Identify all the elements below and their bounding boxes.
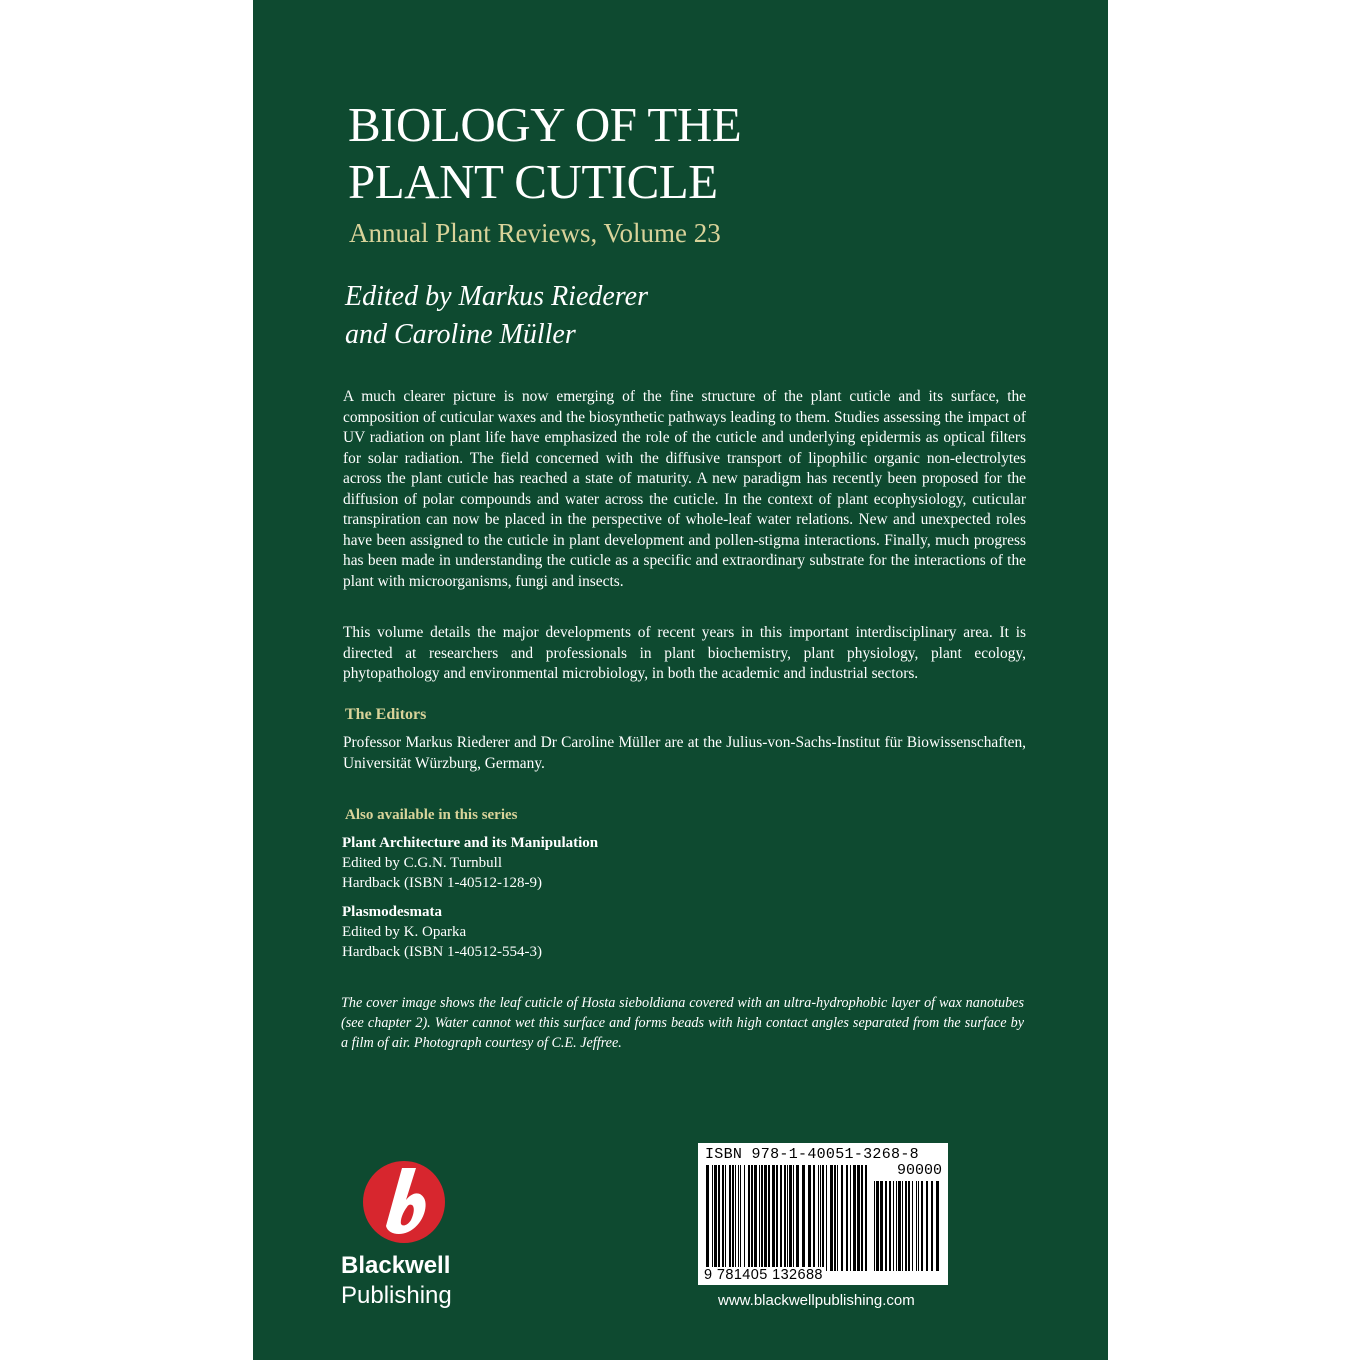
isbn-barcode — [698, 1143, 948, 1285]
publisher-name: Blackwell — [341, 1252, 451, 1279]
series-book-item — [342, 833, 598, 893]
barcode-bar — [759, 1165, 760, 1271]
barcode-bar — [936, 1181, 939, 1271]
barcode-bar — [902, 1181, 903, 1271]
editors-heading: The Editors — [345, 706, 427, 723]
barcode-bar — [796, 1165, 799, 1271]
publisher-logo — [337, 1160, 461, 1320]
barcode-bar — [748, 1165, 750, 1271]
barcode-bar — [918, 1181, 919, 1271]
barcode-bar — [808, 1165, 811, 1271]
barcode-bar — [818, 1165, 819, 1271]
barcode-bar — [834, 1165, 836, 1271]
barcode-bar — [780, 1165, 782, 1271]
barcode-bar — [926, 1181, 928, 1271]
barcode-bar — [885, 1181, 887, 1271]
barcode-bar — [822, 1165, 824, 1271]
barcode-bar — [876, 1181, 879, 1271]
addon-barcode-bars — [874, 1181, 940, 1271]
barcode-bar — [826, 1165, 827, 1271]
barcode-bar — [880, 1181, 883, 1271]
series-book-format: Hardback (ISBN 1-40512-554-3) — [342, 944, 542, 960]
barcode-bar — [718, 1165, 720, 1271]
blackwell-b-logo-icon — [362, 1160, 446, 1244]
barcode-bar — [813, 1165, 815, 1271]
description-paragraph-2: This volume details the major developments of recent years in this important interdisciplinary area. It is directed at researchers and professionals in plant biochemistry, plant physiology, plant ecology, phytopathology and environmental microbiology, in both the academic and industrial sectors. — [343, 624, 1026, 682]
barcode-bar — [735, 1165, 736, 1271]
barcode-bar — [908, 1181, 910, 1271]
barcode-bar — [732, 1165, 734, 1271]
editors-bio: Professor Markus Riederer and Dr Caroline Müller are at the Julius-von-Sachs-Institut für Biowissenschaften, Universität Würzburg, Germany. — [343, 734, 1026, 772]
barcode-bar — [896, 1181, 897, 1271]
barcode-bar — [898, 1181, 901, 1271]
barcode-bar — [820, 1165, 821, 1271]
barcode-bar — [850, 1165, 851, 1271]
publisher-website: www.blackwellpublishing.com — [718, 1292, 915, 1309]
barcode-bar — [706, 1165, 709, 1271]
barcode-bar — [861, 1165, 863, 1271]
barcode-bar — [865, 1165, 867, 1271]
description-paragraph-1: A much clearer picture is now emerging of the fine structure of the plant cuticle and its surface, the composition of cuticular waxes and the biosynthetic pathways leading to them. Studies assessing the impact of UV radiation on plant life have emphasized the role of the cuticle and underlying epidermis as optical filters for solar radiation. The field concerned with the diffusive transport of lipophilic organic non-electrolytes across the plant cuticle has reached a state of maturity. A new paradigm has recently been proposed for the diffusion of polar compounds and water across the cuticle. In the context of plant ecophysiology, cuticular transpiration can now be placed in the perspective of whole-leaf water relations. New and unexpected roles have been assigned to the cuticle in plant development and pollen-stigma interactions. Finally, much progress has been made in understanding the cuticle as a specific and extraordinary substrate for the interactions of the plant with microorganisms, fungi and insects. — [343, 388, 1026, 590]
series-book-title: Plant Architecture and its Manipulation — [342, 835, 599, 851]
editors-line-1: Edited by Markus Riederer — [345, 281, 648, 312]
barcode-bar — [738, 1165, 739, 1271]
barcode-bar — [912, 1181, 913, 1271]
barcode-bar — [714, 1165, 717, 1271]
barcode-bar — [802, 1165, 805, 1271]
barcode-bar — [725, 1165, 726, 1271]
barcode-bar — [905, 1181, 907, 1271]
barcode-bar — [729, 1165, 731, 1271]
barcode-bar — [772, 1165, 775, 1271]
price-code: 90000 — [896, 1162, 942, 1179]
book-title — [348, 96, 741, 210]
editors-credit — [345, 278, 648, 354]
series-book-item — [342, 902, 542, 962]
cover-image-note: The cover image shows the leaf cuticle of Hosta sieboldiana covered with an ultra-hydrophobic layer of wax nanotubes (see chapter 2). Water cannot wet this surface and forms beads with high contact angles separated from the surface by a film of air. Photograph courtesy of C.E. Jeffree. — [341, 995, 1024, 1051]
series-book-title: Plasmodesmata — [342, 904, 442, 920]
series-subtitle: Annual Plant Reviews, Volume 23 — [349, 218, 721, 248]
barcode-bar — [893, 1181, 894, 1271]
editors-line-2: and Caroline Müller — [345, 319, 576, 350]
series-book-editor: Edited by K. Oparka — [342, 924, 467, 940]
barcode-bar — [784, 1165, 786, 1271]
title-line-2: PLANT CUTICLE — [348, 154, 718, 209]
barcode-bar — [830, 1165, 833, 1271]
barcode-bar — [744, 1165, 745, 1271]
barcode-bar — [921, 1181, 923, 1271]
barcode-bar — [776, 1165, 778, 1271]
barcode-bar — [751, 1165, 753, 1271]
barcode-bar — [787, 1165, 788, 1271]
ean-digits: 9 781405 132688 — [704, 1267, 823, 1283]
barcode-bar — [761, 1165, 763, 1271]
barcode-bar — [841, 1165, 843, 1271]
barcode-bar — [889, 1181, 891, 1271]
barcode-bar — [857, 1165, 860, 1271]
barcode-bar — [712, 1165, 713, 1271]
barcode-bar — [789, 1165, 792, 1271]
book-back-cover — [253, 0, 1108, 1360]
barcode-bar — [846, 1165, 848, 1271]
barcode-bar — [764, 1165, 767, 1271]
barcode-bar — [931, 1181, 933, 1271]
barcode-bar — [837, 1165, 838, 1271]
series-heading: Also available in this series — [345, 807, 518, 823]
barcode-bar — [874, 1181, 875, 1271]
barcode-bar — [853, 1165, 856, 1271]
barcode-bar — [722, 1165, 724, 1271]
series-book-editor: Edited by C.G.N. Turnbull — [342, 855, 503, 871]
title-line-1: BIOLOGY OF THE — [348, 97, 742, 152]
barcode-bar — [740, 1165, 741, 1271]
isbn-text: ISBN 978-1-40051-3268-8 — [705, 1146, 919, 1163]
barcode-bar — [916, 1181, 917, 1271]
barcode-bar — [754, 1165, 757, 1271]
ean-barcode-bars — [706, 1165, 870, 1271]
barcode-bar — [768, 1165, 770, 1271]
barcode-bar — [793, 1165, 794, 1271]
publisher-sub: Publishing — [341, 1282, 452, 1309]
series-book-format: Hardback (ISBN 1-40512-128-9) — [342, 875, 542, 891]
